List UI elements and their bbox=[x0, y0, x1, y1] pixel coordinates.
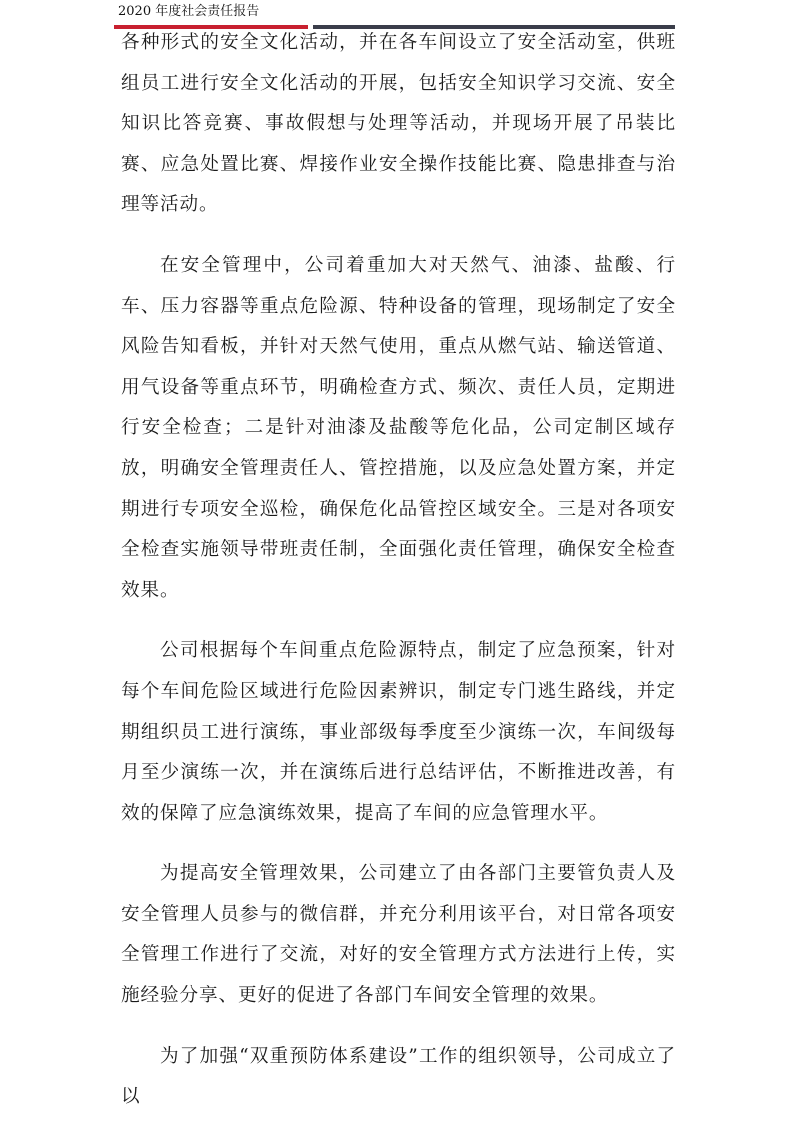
paragraph-emergency-plan: 公司根据每个车间重点危险源特点，制定了应急预案，针对每个车间危险区域进行危险因素辨识，制定专门逃生路线，并定期组织员工进行演练，事业部级每季度至少演练一次，车间级每月至少演练一次，并在演练后进行总结评估，不断推进改善，有效的保障了应急演练效果，提高了车间的应急管理水平。 bbox=[121, 640, 676, 824]
paragraph-dual-prevention: 为了加强“双重预防体系建设”工作的组织领导，公司成立了以 bbox=[121, 1045, 676, 1108]
report-title: 2020 年度社会责任报告 bbox=[118, 4, 260, 19]
paragraph-safety-management: 在安全管理中，公司着重加大对天然气、油漆、盐酸、行车、压力容器等重点危险源、特种设备的管理，现场制定了安全风险告知看板，并针对天然气使用，重点从燃气站、输送管道、用气设备等重点环节，明确检查方式、频次、责任人员，定期进行安全检查；二是针对油漆及盐酸等危化品，公司定制区域存放，明确安全管理责任人、管控措施，以及应急处置方案，并定期进行专项安全巡检，确保危化品管控区域安全。三是对各项安全检查实施领导带班责任制，全面强化责任管理，确保安全检查效果。 bbox=[121, 254, 676, 601]
document-body bbox=[121, 23, 676, 1138]
paragraph-safety-culture: 各种形式的安全文化活动，并在各车间设立了安全活动室，供班组员工进行安全文化活动的开展，包括安全知识学习交流、安全知识比答竞赛、事故假想与处理等活动，并现场开展了吊装比赛、应急处置比赛、焊接作业安全操作技能比赛、隐患排查与治理等活动。 bbox=[121, 32, 676, 216]
paragraph-wechat-group: 为提高安全管理效果，公司建立了由各部门主要管负责人及安全管理人员参与的微信群，并充分利用该平台，对日常各项安全管理工作进行了交流，对好的安全管理方式方法进行上传，实施经验分享、更好的促进了各部门车间安全管理的效果。 bbox=[121, 863, 676, 1007]
